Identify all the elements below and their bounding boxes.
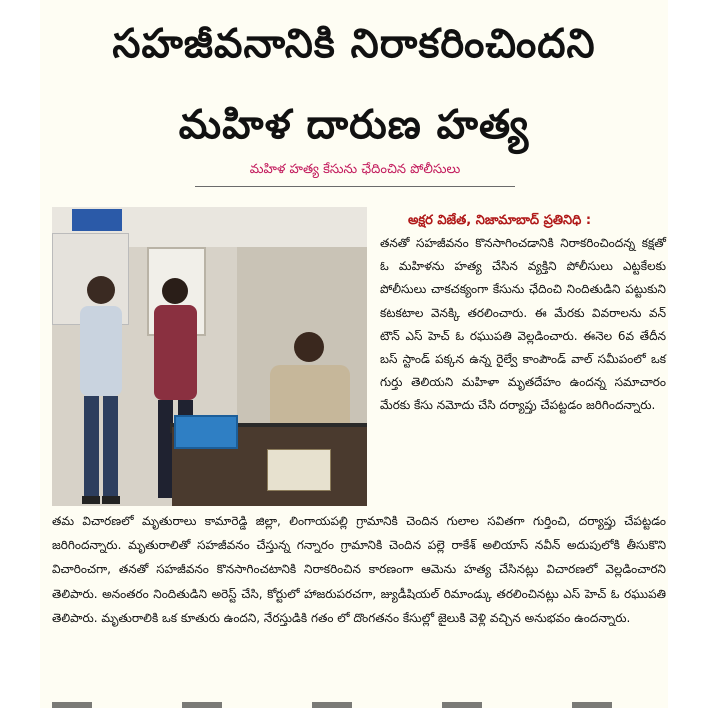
next-article-cutoff [52,702,666,708]
byline: అక్షర విజేత, నిజామాబాద్ ప్రతినిధి : [408,213,592,228]
photo-officer [262,327,357,432]
article-full-width-text: తమ విచారణలో మృతురాలు కామారెడ్డి జిల్లా, లింగాయపల్లి గ్రామానికి చెందిన గులాల సవితగా గుర్తించి, దర్యాప్తు చేపట్టడం జరిగిందన్నారు. మృతురాలితో సహజీవనం చేస్తున్న గన్నారం గ్రామానికి చెందిన పల్లె రాకేశ్ అలియాస్ నవీన్ అదుపులోకి తీసుకొని విచారించగా, తనతో సహజీవనం కొనసాగించటానికి నిరాకరించిన కారణంగా ఆమెను హత్య చేసినట్లు విచారణలో వెల్లడించారని తెలిపారు. అనంతరం నిందితుడిని అరెస్ట్ చేసి, కోర్టులో హాజరుపరచగా, జ్యుడీషియల్ రిమాండ్కు తరలించినట్లు ఎస్ హెచ్ ఓ రఘుపతి తెలిపారు. మృతురాలికి ఒక కూతురు ఉందని, నేరస్తుడికి గతం లో దొంగతనం కేసుల్లో జైలుకి వెళ్లి వచ్చిన అనుభవం ఉందన్నారు. [52,514,666,625]
headline-line-1: సహజీవనానికి నిరాకరించిందని [112,21,596,67]
news-photo [52,207,367,506]
subheadline-rule [195,186,515,187]
article-column-text: తనతో సహజీవనం కొనసాగించడానికి నిరాకరించిందన్న కక్షతో ఓ మహిళను హత్య చేసిన వ్యక్తిని పోలీసులు ఎట్టకేలకు పోలీసులు చాకచక్యంగా కేసును ఛేదించి నిందితుడిని పట్టుకుని కటకటాల వెనక్కి తరలించారు. ఈ మేరకు వివరాలను వన్ టౌన్ ఎస్ హెచ్ ఓ రఘుపతి వెల్లడించారు. ఈనెల 6వ తేదీన బస్ స్టాండ్ పక్కన ఉన్న రైల్వే కాంపౌండ్ వాల్ సమీపంలో ఒక గుర్తు తెలియని మహిళా మృతదేహం ఉందన్న సమాచారం మేరకు కేసు నమోదు చేసి దర్యాప్తు చేపట్టడం జరిగిందన్నారు. [380,236,666,413]
photo-tray [174,415,238,449]
subheadline: మహిళ హత్య కేసును ఛేదించిన పోలీసులు [249,162,461,177]
headline-line-2: మహిళ దారుణ హత్య [178,102,530,148]
photo-books [267,449,331,491]
photo-person-left [72,272,130,506]
photo-sign [72,209,122,231]
